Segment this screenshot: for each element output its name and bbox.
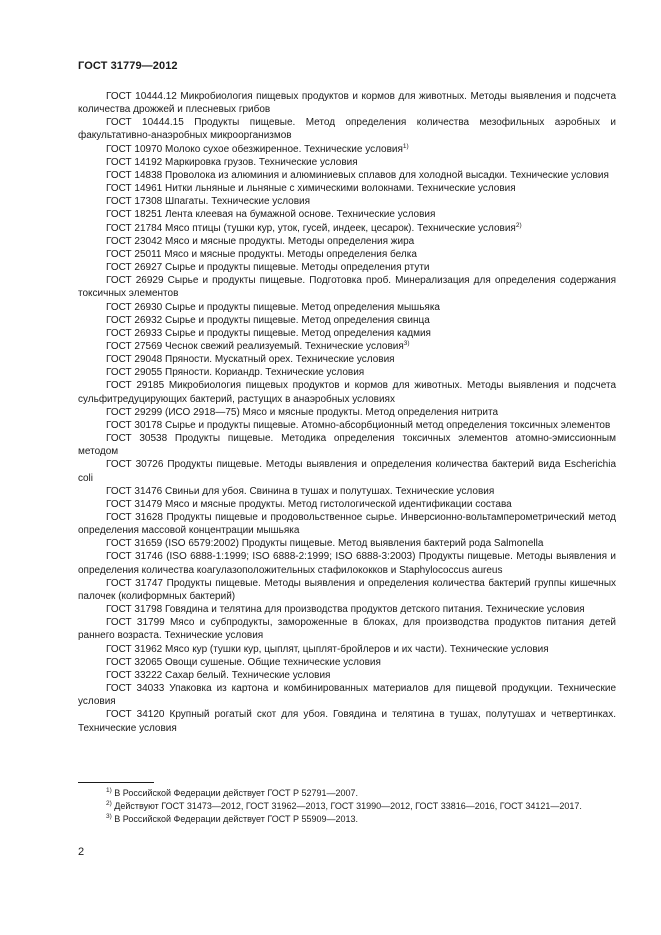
reference-title: Крупный рогатый скот для убоя. Говядина и телятина в тушах, полутушах и четвертинках. Технические условия [78, 709, 617, 734]
reference-title: Мясо и мясные продукты. Методы определения жира [165, 235, 415, 247]
footnote-marker: 3) [403, 339, 410, 347]
reference-title: Сырье и продукты пищевые. Методы определения ртути [165, 262, 430, 274]
reference-title: Мясо птицы (тушки кур, уток, гусей, индеек, цесарок). Технические условия [165, 222, 516, 234]
reference-code: ГОСТ 31799 [106, 617, 165, 629]
reference-code: ГОСТ 34120 [106, 709, 165, 721]
reference-code: ГОСТ 29055 [106, 367, 163, 379]
reference-code: ГОСТ 31746 [106, 551, 163, 563]
reference-title: Продукты пищевые. Методы выявления и определения количества бактерий вида Escherichia coli [78, 459, 617, 484]
reference-code: ГОСТ 18251 [106, 209, 163, 221]
reference-item [78, 195, 616, 208]
footnote-text: В Российской Федерации действует ГОСТ Р 55909—2013. [114, 813, 359, 824]
reference-code: ГОСТ 27569 [106, 340, 163, 352]
footnotes [78, 787, 616, 825]
reference-title: Нитки льняные и льняные с химическими волокнами. Технические условия [165, 183, 516, 195]
reference-item [78, 432, 616, 458]
reference-item [78, 485, 616, 498]
reference-item [78, 327, 616, 340]
document-header: ГОСТ 31779—2012 [78, 60, 178, 72]
reference-title: Продукты пищевые. Методика определения токсичных элементов атомно-эмиссионным методом [78, 433, 616, 458]
reference-item [78, 116, 616, 142]
normative-references-list [78, 90, 616, 735]
reference-title: Продукты пищевые и продовольственное сырье. Инверсионно-вольтамперометрический метод определения массовой концентрации мышьяка [78, 512, 616, 537]
reference-item [78, 643, 616, 656]
reference-code: ГОСТ 10970 [106, 143, 163, 155]
footnote-text: Действуют ГОСТ 31473—2012, ГОСТ 31962—2013, ГОСТ 31990—2012, ГОСТ 33816—2016, ГОСТ 34121—2017. [114, 800, 582, 811]
footnote-item [78, 787, 616, 800]
reference-code: ГОСТ 26932 [106, 314, 163, 326]
reference-item [78, 274, 616, 300]
reference-title: Маркировка грузов. Технические условия [165, 156, 358, 168]
reference-code: ГОСТ 14961 [106, 183, 163, 195]
reference-title: Лента клеевая на бумажной основе. Технические условия [165, 209, 436, 221]
reference-item [78, 353, 616, 366]
reference-title: Микробиология пищевых продуктов и кормов для животных. Методы выявления и подсчета сульфитредуцирующих бактерий, растущих в анаэробных условиях [78, 380, 617, 405]
reference-code: ГОСТ 31476 [106, 485, 163, 497]
reference-item [78, 248, 616, 261]
footnote-mark: 1) [106, 787, 112, 794]
reference-item [78, 708, 616, 734]
reference-item [78, 458, 616, 484]
reference-item [78, 656, 616, 669]
reference-title: Мясо и субпродукты, замороженные в блоках, для производства продуктов питания детей раннего возраста. Технические условия [78, 617, 617, 642]
reference-title: Сырье и продукты пищевые. Метод определения свинца [165, 314, 430, 326]
reference-code: ГОСТ 33222 [106, 669, 163, 681]
reference-code: ГОСТ 14192 [106, 156, 163, 168]
reference-title: Свиньи для убоя. Свинина в тушах и полутушах. Технические условия [165, 485, 495, 497]
reference-item [78, 511, 616, 537]
reference-code: ГОСТ 10444.15 [106, 117, 184, 129]
reference-item [78, 90, 616, 116]
reference-code: ГОСТ 30538 [106, 433, 168, 445]
footnote-mark: 2) [106, 799, 112, 807]
reference-item [78, 616, 616, 642]
reference-code: ГОСТ 31798 [106, 604, 163, 616]
footnote-text: В Российской Федерации действует ГОСТ Р 52791—2007. [114, 788, 359, 798]
reference-code: ГОСТ 26933 [106, 327, 163, 339]
reference-code: ГОСТ 26930 [106, 301, 163, 313]
reference-title: Молоко сухое обезжиренное. Технические условия [165, 143, 403, 155]
reference-title: Овощи сушеные. Общие технические условия [165, 656, 381, 668]
reference-item [78, 208, 616, 221]
reference-item [78, 235, 616, 248]
reference-code: ГОСТ 34033 [106, 683, 165, 695]
reference-title: Проволока из алюминия и алюминиевых сплавов для холодной высадки. Технические условия [165, 169, 609, 181]
reference-title: Говядина и телятина для производства продуктов детского питания. Технические условия [165, 604, 585, 616]
reference-code: ГОСТ 30178 [106, 419, 163, 431]
reference-item [78, 406, 616, 419]
reference-item [78, 577, 616, 603]
reference-title: Чеснок свежий реализуемый. Технические условия [165, 340, 404, 352]
reference-item [78, 301, 616, 314]
reference-item [78, 314, 616, 327]
reference-code: ГОСТ 30726 [106, 459, 164, 471]
reference-item [78, 169, 616, 182]
reference-title: Сырье и продукты пищевые. Подготовка проб. Минерализация для определения содержания токсичных элементов [78, 275, 617, 300]
reference-code: ГОСТ 25011 [106, 248, 162, 260]
footnote-divider [78, 782, 154, 783]
reference-item [78, 156, 616, 169]
reference-item [78, 366, 616, 379]
reference-item [78, 143, 616, 156]
reference-item [78, 340, 616, 353]
footnote-marker: 2) [515, 221, 522, 229]
footnote-item [78, 800, 616, 813]
reference-item [78, 682, 616, 708]
reference-code: ГОСТ 32065 [106, 656, 163, 668]
reference-code: ГОСТ 29048 [106, 354, 163, 366]
reference-item [78, 419, 616, 432]
reference-item [78, 222, 616, 235]
reference-item [78, 261, 616, 274]
reference-code: ГОСТ 17308 [106, 196, 163, 208]
reference-item [78, 669, 616, 682]
reference-code: ГОСТ 31659 [106, 538, 163, 550]
reference-title: Сырье и продукты пищевые. Атомно-абсорбционный метод определения токсичных элементов [165, 419, 611, 431]
reference-title: Продукты пищевые. Методы выявления и определения количества бактерий группы кишечных палочек (колиформных бактерий) [78, 577, 617, 602]
reference-code: ГОСТ 10444.12 [106, 91, 177, 102]
reference-item [78, 537, 616, 550]
reference-title: Сырье и продукты пищевые. Метод определения мышьяка [165, 301, 440, 313]
reference-title: Мясо кур (тушки кур, цыплят, цыплят-бройлеров и их части). Технические условия [165, 643, 549, 655]
reference-title: (ISO 6579:2002) Продукты пищевые. Метод выявления бактерий рода Salmonella [165, 538, 544, 550]
reference-title: Мясо и мясные продукты. Метод гистологической идентификации состава [165, 498, 512, 510]
reference-code: ГОСТ 21784 [106, 222, 163, 234]
reference-title: (ISO 6888-1:1999; ISO 6888-2:1999; ISO 6888-3:2003) Продукты пищевые. Методы выявления и определения количества коагулазоположительных стафилококков и Staphylococcus aureus [78, 551, 616, 576]
reference-code: ГОСТ 14838 [106, 169, 163, 181]
reference-code: ГОСТ 31962 [106, 643, 163, 655]
reference-title: Сахар белый. Технические условия [165, 669, 331, 681]
footnote-item [78, 813, 616, 826]
reference-item [78, 182, 616, 195]
reference-title: Сырье и продукты пищевые. Метод определения кадмия [165, 327, 431, 339]
reference-item [78, 550, 616, 576]
page-number: 2 [78, 846, 85, 858]
reference-code: ГОСТ 29299 [106, 406, 163, 418]
reference-code: ГОСТ 23042 [106, 235, 163, 247]
reference-code: ГОСТ 26929 [106, 275, 164, 287]
reference-code: ГОСТ 29185 [106, 380, 165, 392]
reference-title: Шпагаты. Технические условия [165, 196, 311, 208]
reference-code: ГОСТ 31479 [106, 498, 163, 510]
reference-code: ГОСТ 31628 [106, 512, 163, 523]
reference-item [78, 379, 616, 405]
reference-title: Пряности. Мускатный орех. Технические условия [165, 354, 395, 366]
reference-code: ГОСТ 31747 [106, 577, 163, 589]
reference-title: Пряности. Кориандр. Технические условия [165, 367, 365, 379]
reference-item [78, 498, 616, 511]
footnote-marker: 1) [402, 142, 409, 150]
reference-title: Микробиология пищевых продуктов и кормов для животных. Методы выявления и подсчета количества дрожжей и плесневых грибов [78, 91, 617, 116]
reference-title: (ИСО 2918—75) Мясо и мясные продукты. Метод определения нитрита [165, 406, 499, 418]
reference-title: Продукты пищевые. Метод определения количества мезофильных аэробных и факультативно-анаэробных микроорганизмов [78, 117, 616, 142]
reference-code: ГОСТ 26927 [106, 262, 163, 274]
reference-item [78, 603, 616, 616]
reference-title: Упаковка из картона и комбинированных материалов для пищевой продукции. Технические условия [78, 683, 617, 708]
footnote-mark: 3) [106, 812, 112, 820]
reference-title: Мясо и мясные продукты. Методы определения белка [164, 248, 417, 260]
